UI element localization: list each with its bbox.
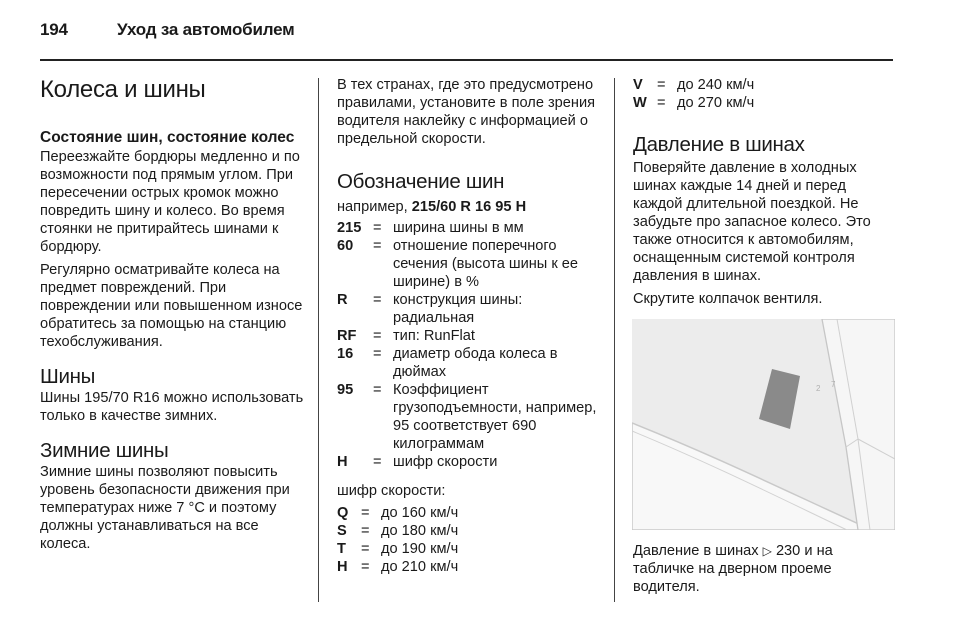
triangle-right-outline-icon: ▷ bbox=[762, 544, 772, 558]
chapter-title: Колеса и шины bbox=[40, 76, 206, 103]
door-frame-illustration bbox=[632, 319, 895, 530]
speed-row: T = до 190 км/ч bbox=[337, 541, 459, 557]
speed-row: W = до 270 км/ч bbox=[633, 95, 755, 111]
designation-list bbox=[337, 219, 599, 471]
tire-pressure-label bbox=[759, 369, 800, 429]
column-1 bbox=[40, 76, 306, 553]
speed-row: H = до 210 км/ч bbox=[337, 559, 459, 575]
paragraph: Зимние шины позволяют повысить уровень безопасности движения при температурах ниже 7 °C и поэтому должны устанавливаться на все колеса. bbox=[40, 464, 290, 552]
speed-row: V = до 240 км/ч bbox=[633, 77, 755, 93]
paragraph: Скрутите колпачок вентиля. bbox=[633, 291, 823, 307]
paragraph: Регулярно осматривайте колеса на предмет повреждений. При повреждении или повышенном износе обратитесь за помощью на станцию техобслуживания. bbox=[40, 262, 303, 350]
example-line: например, 215/60 R 16 95 H bbox=[337, 199, 527, 215]
section-heading: Шины bbox=[40, 365, 96, 388]
column-divider bbox=[318, 78, 319, 602]
section-heading: Давление в шинах bbox=[633, 133, 805, 156]
figure-digit: 7 bbox=[831, 380, 836, 389]
designation-row: 215 = ширина шины в мм bbox=[337, 220, 524, 236]
page-reference[interactable]: 230 bbox=[775, 543, 801, 559]
figure-caption: Давление в шинах ▷ 230 и на табличке на дверном проеме водителя. bbox=[633, 543, 833, 595]
designation-row: R = конструкция шины: радиальная bbox=[337, 292, 523, 326]
designation-row: 60 = отношение поперечного сечения (высота шины к ее ширине) в % bbox=[337, 238, 579, 290]
speed-list bbox=[337, 504, 599, 576]
tire-code: 215/60 R 16 95 H bbox=[411, 199, 527, 215]
designation-row: RF = тип: RunFlat bbox=[337, 328, 475, 344]
section-heading: Обозначение шин bbox=[337, 170, 505, 193]
figure-digit: 2 bbox=[816, 384, 821, 393]
speed-label: шифр скорости: bbox=[337, 483, 446, 499]
column-3 bbox=[633, 76, 895, 308]
speed-row: S = до 180 км/ч bbox=[337, 523, 459, 539]
speed-list-continued bbox=[633, 76, 895, 112]
running-header: Уход за автомобилем bbox=[117, 20, 295, 39]
paragraph: Шины 195/70 R16 можно использовать только в качестве зимних. bbox=[40, 390, 304, 424]
speed-row: Q = до 160 км/ч bbox=[337, 505, 459, 521]
section-heading: Зимние шины bbox=[40, 439, 169, 462]
column-divider bbox=[614, 78, 615, 602]
door-frame-drawing bbox=[632, 319, 895, 530]
designation-row: H = шифр скорости bbox=[337, 454, 498, 470]
column-2 bbox=[337, 76, 599, 576]
designation-row: 16 = диаметр обода колеса в дюймах bbox=[337, 346, 558, 380]
section-heading: Состояние шин, состояние колес bbox=[40, 129, 295, 146]
header-rule bbox=[40, 59, 893, 61]
paragraph: В тех странах, где это предусмотрено правилами, установите в поле зрения водителя наклейку с информацией о предельной скорости. bbox=[337, 77, 596, 147]
designation-row: 95 = Коэффициент грузоподъемности, например, 95 соответствует 690 килограммам bbox=[337, 382, 597, 452]
page-number: 194 bbox=[40, 20, 68, 39]
paragraph: Поверяйте давление в холодных шинах каждые 14 дней и перед каждой длительной поездкой. Не забудьте про запасное колесо. Это также относится к автомобилям, оснащенным системой контроля давления в шинах. bbox=[633, 160, 871, 284]
paragraph: Переезжайте бордюры медленно и по возможности под прямым углом. При пересечении острых кромок можно повредить шину и колесо. Во время стоянки не притирайтесь шинами к бордюру. bbox=[40, 149, 300, 255]
